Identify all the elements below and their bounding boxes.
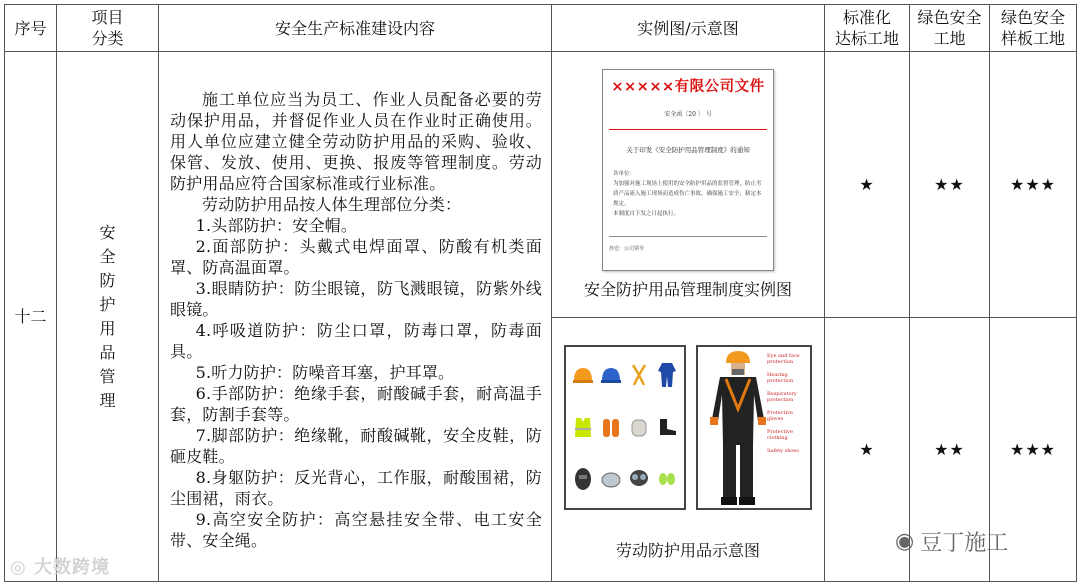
example-cell-doc <box>552 52 825 318</box>
legend-item: Hearing protection <box>767 371 794 384</box>
welding-mask-icon <box>570 454 596 504</box>
category-char: 全 <box>99 246 116 266</box>
watermark-right-text: 豆丁施工 <box>920 531 1009 556</box>
caption-ppe: 劳动防护用品示意图 <box>615 540 760 560</box>
stars-model: ★★★ <box>990 52 1077 318</box>
helmet-blue-icon <box>598 351 624 401</box>
earplugs-icon <box>654 454 680 504</box>
ppe-worker-panel <box>696 345 812 510</box>
header-green-site: 绿色安全 工地 <box>910 5 990 52</box>
category-char: 品 <box>99 342 116 362</box>
safety-boots-icon <box>654 402 680 452</box>
header-seq: 序号 <box>5 5 57 52</box>
gas-mask-icon <box>626 454 652 504</box>
row-category <box>57 52 159 582</box>
stars-standard: ★ <box>825 318 910 582</box>
stars-green: ★★ <box>910 52 990 318</box>
header-row <box>5 5 1077 52</box>
list-item: 7.脚部防护：绝缘靴，耐酸碱靴，安全皮鞋，防砸皮鞋。 <box>170 425 542 466</box>
doc-title: 关于印发《安全防护用品管理制度》的通知 <box>626 146 750 154</box>
category-char: 防 <box>99 270 116 290</box>
watermark-left: ◎ 大数跨境 <box>10 557 110 578</box>
legend-item: Safety shoes <box>767 447 799 454</box>
respirator-icon <box>598 454 624 504</box>
header-standard-site: 标准化 达标工地 <box>825 5 910 52</box>
reflective-vest-icon <box>570 402 596 452</box>
standards-table <box>4 4 1077 582</box>
coverall-icon <box>654 351 680 401</box>
harness-icon <box>626 351 652 401</box>
doc-body-line: 为加强对施工现场上使用的安全防护用品的监督管理，防止劣质产品流入施工现场而造成伤亡事故，确保施工安全，制定本规定。 <box>613 181 762 207</box>
category-char: 安 <box>99 222 116 242</box>
stars-green: ★★ <box>910 318 990 582</box>
row-content <box>159 52 552 582</box>
gloves-icon <box>598 402 624 452</box>
header-example: 实例图/示意图 <box>552 5 825 52</box>
watermark-logo-icon: ◎ <box>10 557 34 578</box>
category-char: 管 <box>99 366 116 386</box>
category-char: 护 <box>99 294 116 314</box>
list-item: 4.呼吸道防护：防尘口罩，防毒口罩，防毒面具。 <box>170 320 542 361</box>
worker-figure-icon <box>702 349 774 509</box>
doc-body-line: 本制度自下发之日起执行。 <box>613 211 680 217</box>
example-cell-ppe <box>552 318 825 582</box>
category-char: 用 <box>99 318 116 338</box>
doc-header: ×××××有限公司文件 <box>611 79 765 95</box>
header-content: 安全生产标准建设内容 <box>159 5 552 52</box>
category-vertical-text <box>98 221 118 413</box>
list-item: 8.身躯防护：反光背心，工作服，耐酸围裙，防尘围裙，雨衣。 <box>170 467 542 508</box>
list-item: 9.高空安全防护：高空悬挂安全带、电工安全带、安全绳。 <box>170 509 542 550</box>
watermark-right <box>895 526 1008 557</box>
chat-bubble-icon: ◉ <box>895 529 915 554</box>
header-category: 项目 分类 <box>57 5 159 52</box>
category-char: 理 <box>99 390 116 410</box>
ppe-items-panel <box>564 345 686 510</box>
legend-item: Protective clothing <box>767 428 793 441</box>
work-gloves-icon <box>626 402 652 452</box>
header-model-site: 绿色安全 样板工地 <box>990 5 1077 52</box>
ppe-illustration <box>552 345 824 510</box>
caption-doc: 安全防护用品管理制度实例图 <box>583 280 792 299</box>
row-seq: 十二 <box>5 52 57 582</box>
table-row <box>5 52 1077 318</box>
doc-number: 安全函〔20 〕 号 <box>664 111 712 118</box>
list-item: 6.手部防护：绝缘手套，耐酸碱手套，耐高温手套，防割手套等。 <box>170 383 542 424</box>
list-item: 5.听力防护：防噪音耳塞，护耳罩。 <box>195 362 455 382</box>
legend-item: Respiratory protection <box>767 390 797 403</box>
doc-body-line: 各单位： <box>613 171 636 177</box>
doc-body <box>613 169 763 219</box>
helmet-icon <box>570 351 596 401</box>
document-image <box>602 69 774 271</box>
doc-red-rule <box>609 129 767 130</box>
stars-standard: ★ <box>825 52 910 318</box>
list-item: 3.眼睛防护：防尘眼镜，防飞溅眼镜，防紫外线眼镜。 <box>170 278 542 319</box>
ppe-legend <box>767 353 807 461</box>
stars-model: ★★★ <box>990 318 1077 582</box>
doc-footer: 抄送：公司领导 <box>609 236 767 260</box>
list-item: 1.头部防护：安全帽。 <box>195 215 358 235</box>
content-paragraph: 劳动防护用品按人体生理部位分类： <box>202 194 462 214</box>
content-paragraph: 施工单位应当为员工、作业人员配备必要的劳动保护用品，并督促作业人员在作业时正确使用。用人单位应建立健全劳动防护用品的采购、验收、保管、发放、使用、更换、报废等管理制度。劳动防护用品应符合国家标准或行业标准。 <box>170 89 542 193</box>
legend-item: Eye and face protection <box>767 352 800 365</box>
legend-item: Protective gloves <box>767 409 793 422</box>
list-item: 2.面部防护：头戴式电焊面罩、防酸有机类面罩、防高温面罩。 <box>170 236 542 277</box>
